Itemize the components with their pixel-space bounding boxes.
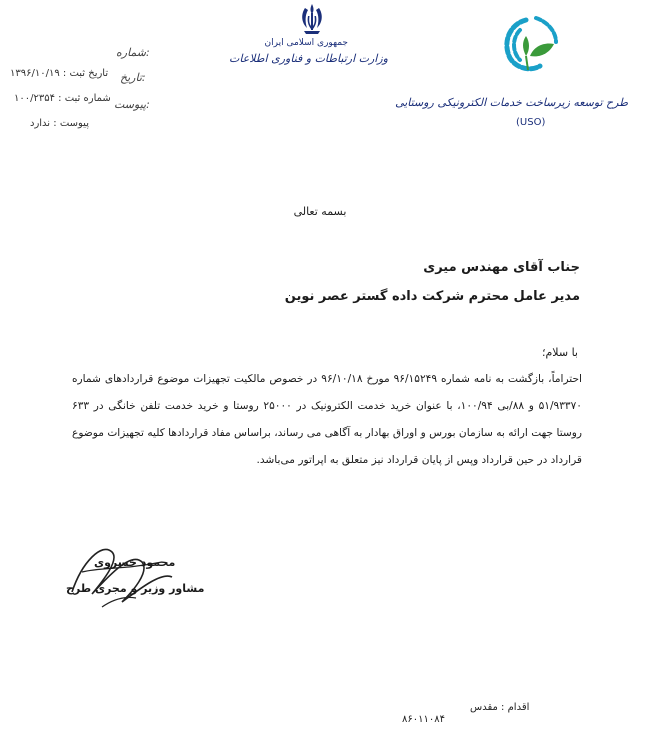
- recipient-name: جناب آقای مهندس میری: [423, 260, 580, 275]
- uso-logo-icon: [496, 12, 568, 76]
- republic-text: جمهوری اسلامی ایران: [264, 38, 348, 48]
- attachment-label: پیوست:: [114, 98, 150, 111]
- ministry-name: وزارت ارتباطات و فناوری اطلاعات: [228, 52, 388, 65]
- signatory-title: مشاور وزیر و مجری طرح: [66, 582, 205, 595]
- greeting: با سلام؛: [542, 346, 578, 359]
- uso-title: طرح توسعه زیرساخت خدمات الکترونیکی روستایی: [395, 96, 628, 109]
- footer-code: ۸۶۰۱۱۰۸۴: [402, 714, 445, 725]
- uso-abbreviation: (USO): [516, 117, 546, 128]
- attachment-value: پیوست : ندارد: [30, 118, 89, 129]
- recipient-title: مدیر عامل محترم شرکت داده گستر عصر نوین: [284, 289, 580, 304]
- signatory-name: محمود خسروی: [94, 556, 176, 569]
- letter-body: احتراماً، بازگشت به نامه شماره ۹۶/۱۵۲۴۹ مورخ ۹۶/۱۰/۱۸ در خصوص مالکیت تجهیزات موضوع قراردادهای شماره ۵۱/۹۳۳۷۰ و ۸۸/بی ۱۰۰/۹۴، با عنوان خرید خدمت الکترونیک در ۲۵۰۰۰ روستا و خرید خدمت تلفن خانگی در ۶۳۳ روستا جهت ارائه به سازمان بورس و اوراق بهادار به آگاهی می رساند، براساس مفاد قراردادها کلیه تجهیزات موضوع قرارداد در حین قرارداد وپس از پایان قرارداد نیز متعلق به اپراتور می‌باشد.: [72, 373, 582, 466]
- registration-number: شماره ثبت : ۱۰۰/۲۳۵۴: [14, 93, 111, 104]
- iran-emblem-icon: [296, 2, 328, 36]
- number-label: شماره:: [116, 46, 150, 59]
- signature-scribble: [62, 532, 182, 622]
- action-note: اقدام : مقدس: [470, 702, 530, 713]
- registration-date: تاریخ ثبت : ۱۳۹۶/۱۰/۱۹: [10, 68, 109, 79]
- date-label: تاریخ:: [120, 71, 146, 84]
- basmala: بسمه تعالی: [293, 205, 347, 218]
